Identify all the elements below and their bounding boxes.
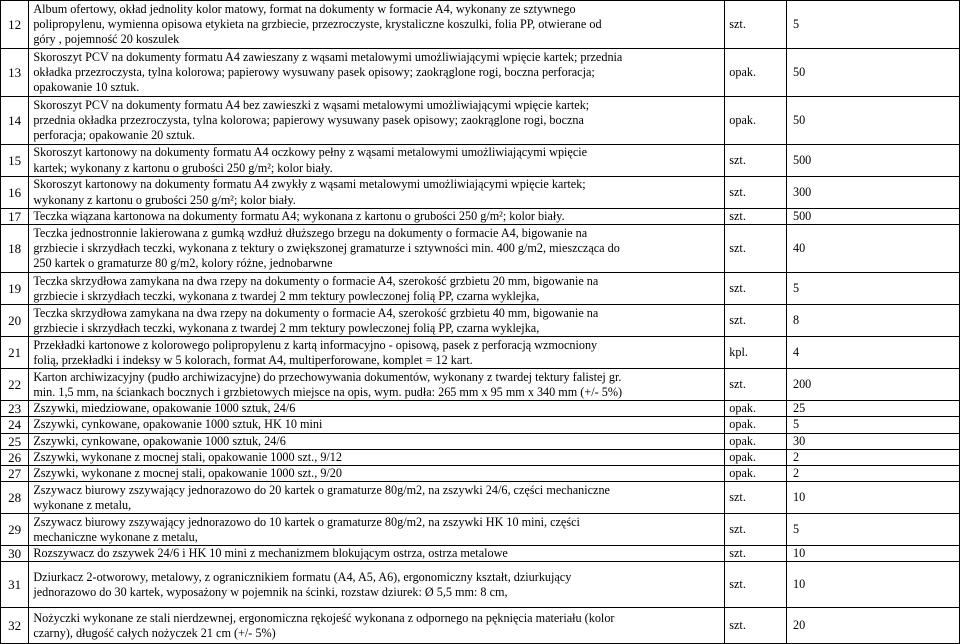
- description-line: min. 1,5 mm, na ściankach bocznych i grzbietowych miejsce na opis, wym. pudła: 265 mm x 95 mm x 340 mm (+/- 5%): [33, 384, 623, 399]
- table-row: [1, 401, 960, 417]
- description-line: Teczka skrzydłowa zamykana na dwa rzepy na dokumenty o formacie A4, szerokość grzbietu 20 mm, bigowanie na: [33, 273, 599, 288]
- item-quantity: 25: [786, 401, 959, 417]
- description-line: Teczka wiązana kartonowa na dokumenty formatu A4; wykonana z kartonu o grubości 250 g/m²; kolor biały.: [33, 209, 565, 223]
- description-line: okładka przezroczysta, tylna kolorowa; papierowy wysuwany pasek opisowy; zaokrąglone rogi, boczna perforacja;: [33, 64, 595, 79]
- item-unit: szt.: [725, 514, 787, 546]
- item-unit: szt.: [725, 546, 787, 562]
- table-row: [1, 417, 960, 433]
- description-line: Zszywacz biurowy zszywający jednorazowo do 20 kartek o gramaturze 80g/m2, na zszywki 24/6, części mechaniczne: [33, 482, 610, 497]
- table-row: [1, 49, 960, 97]
- row-number: 27: [1, 466, 29, 482]
- description-line: perforacja; opakowanie 20 sztuk.: [33, 128, 196, 143]
- description-line: Karton archiwizacyjny (pudło archiwizacyjne) do przechowywania dokumentów, wykonany z twardej tektury falistej gr.: [33, 369, 622, 384]
- row-number: 24: [1, 417, 29, 433]
- table-row: [1, 449, 960, 465]
- row-number: 31: [1, 562, 29, 608]
- row-number: 20: [1, 305, 29, 337]
- row-number: 30: [1, 546, 29, 562]
- item-quantity: 300: [786, 177, 959, 209]
- item-unit: opak.: [725, 449, 787, 465]
- item-description: [29, 514, 725, 546]
- item-description: [29, 177, 725, 209]
- description-line: opakowanie 10 sztuk.: [33, 80, 140, 95]
- item-description: [29, 97, 725, 145]
- description-line: Skoroszyt PCV na dokumenty formatu A4 zawieszany z wąsami metalowymi umożliwiającymi wpięcie kartek; przednia: [33, 49, 623, 64]
- item-quantity: 20: [786, 608, 959, 644]
- row-number: 12: [1, 1, 29, 49]
- table-row: [1, 433, 960, 449]
- row-number: 32: [1, 608, 29, 644]
- description-line: Zszywacz biurowy zszywający jednorazowo do 10 kartek o gramaturze 80g/m2, na zszywki HK 10 mini, części: [33, 514, 580, 529]
- description-line: Teczka jednostronnie lakierowana z gumką wzdłuż dłuższego brzegu na dokumenty o formacie A4, bigowanie na: [33, 225, 588, 240]
- description-line: jednorazowo do 30 kartek, wyposażony w pojemnik na ścinki, rozstaw dziurek: Ø 5,5 mm: 8 cm,: [33, 584, 508, 599]
- item-quantity: 4: [786, 337, 959, 369]
- row-number: 21: [1, 337, 29, 369]
- item-description: [29, 401, 725, 417]
- description-line: Skoroszyt kartonowy na dokumenty formatu A4 oczkowy pełny z wąsami metalowymi umożliwiającymi wpięcie: [33, 145, 588, 160]
- row-number: 14: [1, 97, 29, 145]
- table-row: [1, 546, 960, 562]
- description-line: kartek; wykonany z kartonu o grubości 250 g/m²; kolor biały.: [33, 160, 333, 175]
- item-quantity: 10: [786, 562, 959, 608]
- item-description: [29, 369, 725, 401]
- description-line: Zszywki, cynkowane, opakowanie 1000 sztuk, 24/6: [33, 433, 286, 448]
- row-number: 18: [1, 225, 29, 273]
- description-line: folią, przekładki i indeksy w 5 kolorach, format A4, multiperforowane, komplet = 12 kart.: [33, 352, 473, 367]
- description-line: przednia okładka przezroczysta, tylna kolorowa; papierowy wysuwany pasek opisowy; zaokrąglone rogi, boczna: [33, 112, 584, 127]
- item-description: [29, 546, 725, 562]
- item-unit: szt.: [725, 209, 787, 225]
- item-description: [29, 49, 725, 97]
- item-unit: szt.: [725, 482, 787, 514]
- item-unit: szt.: [725, 305, 787, 337]
- description-line: wykonane z metalu,: [33, 497, 132, 512]
- item-quantity: 5: [786, 514, 959, 546]
- item-unit: opak.: [725, 97, 787, 145]
- table-row: [1, 608, 960, 644]
- description-line: Dziurkacz 2-otworowy, metalowy, z ogranicznikiem formatu (A4, A5, A6), ergonomiczny kształt, dziurkujący: [33, 569, 572, 584]
- description-line: Zszywki, cynkowane, opakowanie 1000 sztuk, HK 10 mini: [33, 417, 323, 432]
- row-number: 22: [1, 369, 29, 401]
- item-unit: szt.: [725, 145, 787, 177]
- description-line: 250 kartek o gramaturze 80 g/m2, kolory różne, jednobarwne: [33, 256, 333, 271]
- description-line: grzbiecie i skrzydłach teczki, wykonana z twardej 2 mm tektury powleczonej folią PP, czarna wyklejka,: [33, 320, 540, 335]
- item-unit: szt.: [725, 608, 787, 644]
- item-description: [29, 273, 725, 305]
- table-row: [1, 1, 960, 49]
- description-line: góry , pojemność 20 koszulek: [33, 32, 180, 47]
- item-description: [29, 608, 725, 644]
- item-description: [29, 305, 725, 337]
- item-quantity: 5: [786, 1, 959, 49]
- item-description: [29, 1, 725, 49]
- item-quantity: 500: [786, 209, 959, 225]
- item-quantity: 2: [786, 466, 959, 482]
- description-line: Skoroszyt PCV na dokumenty formatu A4 bez zawieszki z wąsami metalowymi umożliwiającymi wpięcie kartek;: [33, 97, 590, 112]
- description-line: wykonany z kartonu o grubości 250 g/m²; kolor biały.: [33, 192, 296, 207]
- table-row: [1, 145, 960, 177]
- item-quantity: 10: [786, 482, 959, 514]
- table-row: [1, 273, 960, 305]
- row-number: 13: [1, 49, 29, 97]
- item-description: [29, 145, 725, 177]
- table-row: [1, 482, 960, 514]
- table-row: [1, 337, 960, 369]
- item-quantity: 40: [786, 225, 959, 273]
- table-row: [1, 209, 960, 225]
- item-description: [29, 433, 725, 449]
- description-line: grzbiecie i skrzydłach teczki, wykonana z twardej 2 mm tektury powleczonej folią PP, czarna wyklejka,: [33, 288, 540, 303]
- item-description: [29, 417, 725, 433]
- item-quantity: 50: [786, 97, 959, 145]
- item-unit: szt.: [725, 273, 787, 305]
- description-line: Przekładki kartonowe z kolorowego polipropylenu z kartą informacyjno - opisową, pasek z perforacją wzmocniony: [33, 337, 598, 352]
- table-row: [1, 305, 960, 337]
- items-table-body: [1, 1, 960, 644]
- item-unit: szt.: [725, 225, 787, 273]
- description-line: mechaniczne wykonane z metalu,: [33, 529, 198, 544]
- row-number: 16: [1, 177, 29, 209]
- item-quantity: 200: [786, 369, 959, 401]
- row-number: 25: [1, 433, 29, 449]
- description-line: Rozszywacz do zszywek 24/6 i HK 10 mini z mechanizmem blokującym ostrza, ostrza metalowe: [33, 546, 508, 561]
- item-quantity: 50: [786, 49, 959, 97]
- description-line: grzbiecie i skrzydłach teczki, wykonana z tektury o zwiększonej gramaturze i sztywności min. 400 g/m2, mieszcząca do: [33, 241, 620, 256]
- item-unit: szt.: [725, 369, 787, 401]
- item-quantity: 500: [786, 145, 959, 177]
- row-number: 15: [1, 145, 29, 177]
- item-description: [29, 466, 725, 482]
- item-description: [29, 482, 725, 514]
- description-line: Nożyczki wykonane ze stali nierdzewnej, ergonomiczna rękojeść wykonana z odpornego na pęknięcia materiału (kolor: [33, 610, 615, 625]
- description-line: Album ofertowy, okład jednolity kolor matowy, format na dokumenty w formacie A4, wykonany ze sztywnego: [33, 1, 576, 16]
- table-row: [1, 225, 960, 273]
- item-quantity: 5: [786, 273, 959, 305]
- item-quantity: 8: [786, 305, 959, 337]
- row-number: 26: [1, 449, 29, 465]
- table-row: [1, 97, 960, 145]
- row-number: 23: [1, 401, 29, 417]
- description-line: Zszywki, wykonane z mocnej stali, opakowanie 1000 szt., 9/12: [33, 449, 342, 464]
- item-unit: opak.: [725, 401, 787, 417]
- item-quantity: 2: [786, 449, 959, 465]
- table-row: [1, 369, 960, 401]
- description-line: polipropylenu, wymienna opisowa etykieta na grzbiecie, przezroczyste, krystaliczne koszulki, folia PP, otwierane od: [33, 16, 602, 31]
- item-unit: kpl.: [725, 337, 787, 369]
- item-description: [29, 562, 725, 608]
- item-unit: opak.: [725, 49, 787, 97]
- item-quantity: 30: [786, 433, 959, 449]
- item-description: [29, 209, 725, 225]
- row-number: 17: [1, 209, 29, 225]
- description-line: czarny), długość całych nożyczek 21 cm (+/- 5%): [33, 625, 276, 640]
- description-line: Teczka skrzydłowa zamykana na dwa rzepy na dokumenty o formacie A4, szerokość grzbietu 40 mm, bigowanie na: [33, 305, 599, 320]
- item-unit: szt.: [725, 562, 787, 608]
- item-description: [29, 337, 725, 369]
- item-quantity: 5: [786, 417, 959, 433]
- item-description: [29, 449, 725, 465]
- description-line: Zszywki, wykonane z mocnej stali, opakowanie 1000 szt., 9/20: [33, 466, 342, 481]
- row-number: 19: [1, 273, 29, 305]
- item-quantity: 10: [786, 546, 959, 562]
- item-unit: szt.: [725, 177, 787, 209]
- table-row: [1, 466, 960, 482]
- item-description: [29, 225, 725, 273]
- description-line: Zszywki, miedziowane, opakowanie 1000 sztuk, 24/6: [33, 401, 296, 416]
- table-row: [1, 562, 960, 608]
- item-unit: opak.: [725, 433, 787, 449]
- description-line: Skoroszyt kartonowy na dokumenty formatu A4 zwykły z wąsami metalowymi umożliwiającymi wpięcie kartek;: [33, 177, 586, 192]
- row-number: 28: [1, 482, 29, 514]
- table-row: [1, 177, 960, 209]
- item-unit: opak.: [725, 466, 787, 482]
- item-unit: szt.: [725, 1, 787, 49]
- row-number: 29: [1, 514, 29, 546]
- table-row: [1, 514, 960, 546]
- item-unit: opak.: [725, 417, 787, 433]
